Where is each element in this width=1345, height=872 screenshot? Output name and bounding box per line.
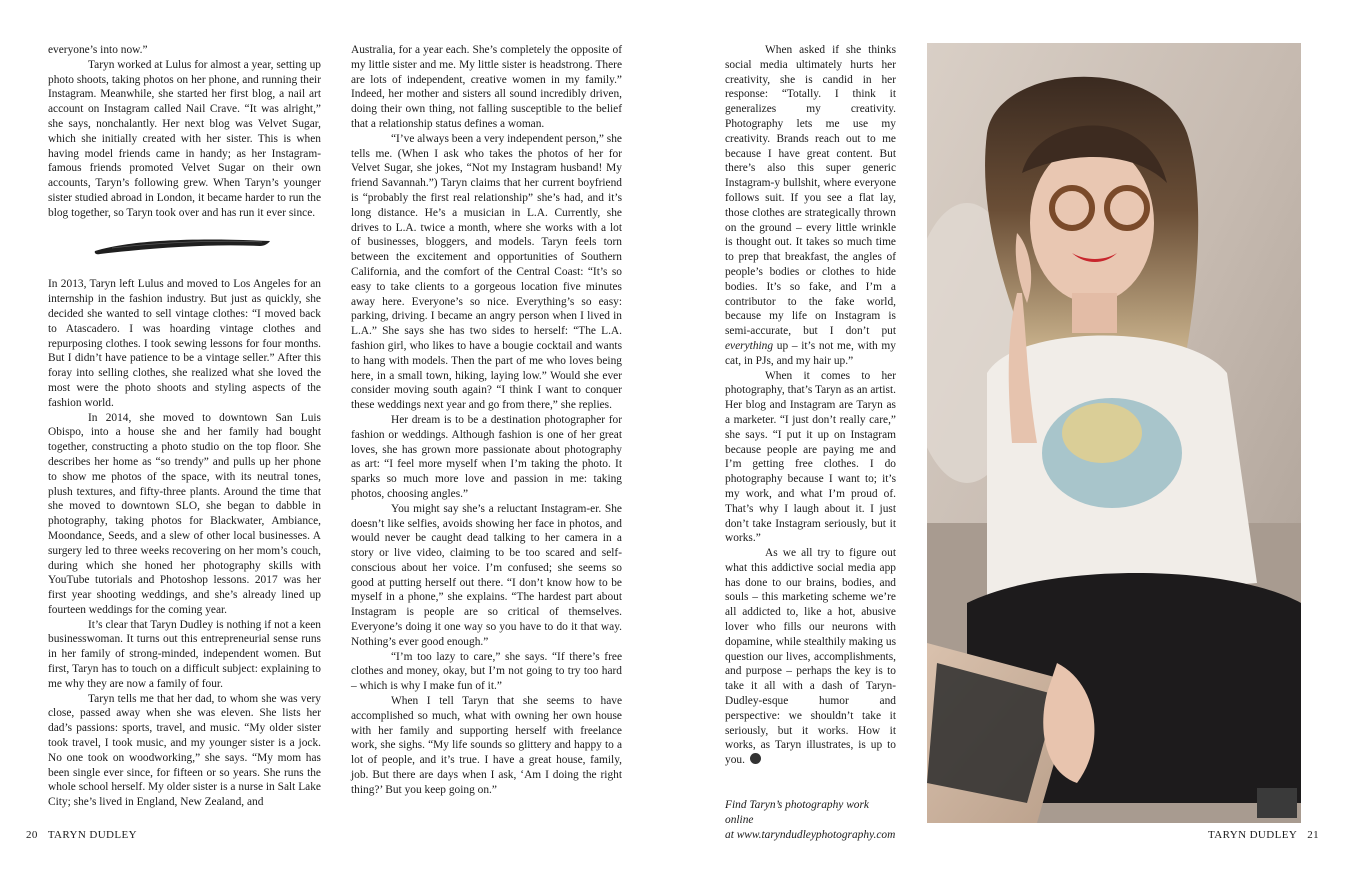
paragraph-text: As we all try to figure out what this addictive social media app has done to our brains, bodies, and souls – this marketing scheme we’re all addicted to, like a hot, abusive lover who fills our neurons with dopamine, while stealthily making us question our lives, accomplishments, and purpose – perhaps the key is to take it all with a dash of Taryn-Dudley-esque humor and perspective: we shouldn’t take it seriously, but it works. How it works, as Taryn illustrates, is up to you. xyxy=(725,547,896,767)
paragraph: Taryn worked at Lulus for almost a year, setting up photo shoots, taking photos on her phone, and running their Instagram. Meanwhile, she started her first blog, a nail art account on Instagram called Nail Crave. “It was alright,” she says, nonchalantly. Her next blog was Velvet Sugar, which she initially created with her sister. This is when having model friends came in handy; as her Instagram-famous friends promoted Velvet Sugar on their own accounts, Taryn’s following grew. When Taryn’s younger sister studied abroad in London, it became harder to run the blog together, so Taryn took over and has run it ever since. xyxy=(48,58,321,219)
paragraph: Her dream is to be a destination photographer for fashion or weddings. Although fashion is one of her great loves, she has grown more passionate about photography as art: “I feel more myself when I’m taking the photo. It sparks so much more love and passion in me: taking photos, choosing angles.” xyxy=(351,413,622,500)
photographer-credit xyxy=(725,798,896,842)
end-mark-icon xyxy=(750,753,761,764)
article-column-2 xyxy=(351,43,622,798)
paragraph: In 2013, Taryn left Lulus and moved to Los Angeles for an internship in the fashion industry. But just as quickly, she decided she wanted to sell vintage clothes: “I moved back to Atascadero. I was hoarding vintage clothes and repurposing clothes. I took sewing lessons for four months. But I didn’t have patience to be a vintage seller.” After this foray into selling clothes, she realized what she loved the most were the photo shoots and styling aspects of the fashion world. xyxy=(48,278,321,409)
credit-website: at www.taryndudleyphotography.com xyxy=(725,828,896,841)
page-number: 21 xyxy=(1307,829,1319,841)
portrait-illustration xyxy=(927,43,1301,823)
paragraph: When it comes to her photography, that’s Taryn as an artist. Her blog and Instagram are Taryn as a marketer. “I just don’t really care,” she says. “I put it up on Instagram because people are paying me and I’m getting free clothes. I do photography because I want to; it’s my work, and what I’m proud of. That’s why I laugh about it. I just don’t take Instagram seriously, but it works.” xyxy=(725,369,896,545)
running-title: TARYN DUDLEY xyxy=(47,829,137,841)
paragraph xyxy=(725,546,896,768)
article-column-3 xyxy=(725,43,896,842)
paragraph: “I’m too lazy to care,” she says. “If there’s free clothes and money, okay, but I’m not going to try too hard – which is why I make fun of it.” xyxy=(351,650,622,693)
article-column-1 xyxy=(48,43,321,810)
paragraph: It’s clear that Taryn Dudley is nothing if not a keen businesswoman. It turns out this entrepreneurial sense runs in her family of strong-minded, independent women. But first, Taryn has to touch on a difficult subject: explaining to me why they are now a family of four. xyxy=(48,618,321,690)
page-number: 20 xyxy=(26,829,38,841)
paragraph: When I tell Taryn that she seems to have accomplished so much, what with owning her own house with her family and supporting herself with freelance work, she sighs. “My life sounds so glittery and happy to a lot of people, and it’s true. I have a great house, family, job. But there are days when I ask, ‘Am I doing the right thing?’ But you keep going on.” xyxy=(351,695,622,796)
paragraph: Taryn tells me that her dad, to whom she was very close, passed away when she was eleven. She lists her dad’s passions: sports, travel, and music. “My older sister took travel, I took music, and my younger sister is a jock. No one took on woodworking,” she says. “My mom has been single ever since, for fifteen or so years. She runs the whole school herself. My older sister is a nurse in Salt Lake City; she’s lived in England, New Zealand, and xyxy=(48,692,321,809)
brush-stroke-divider xyxy=(92,235,274,257)
folio-left xyxy=(26,829,137,841)
folio-right xyxy=(1208,829,1319,841)
credit-line: Find Taryn’s photography work online xyxy=(725,799,869,826)
paragraph-text: up – it’s not me, with my cat, in PJs, and my hair up.” xyxy=(725,339,896,367)
paragraph: Australia, for a year each. She’s completely the opposite of my little sister and me. My little sister is headstrong. There are lots of independent, creative women in my family.” Indeed, her mother and sisters all sound incredibly driven, doing their own thing, not falling susceptible to the belief that a relationship status defines a woman. xyxy=(351,44,622,130)
paragraph xyxy=(725,43,896,369)
paragraph: everyone’s into now.” xyxy=(48,44,148,56)
portrait-photo xyxy=(927,43,1301,823)
emphasis-text: everything xyxy=(725,339,774,352)
running-title: TARYN DUDLEY xyxy=(1208,829,1298,841)
paragraph: You might say she’s a reluctant Instagram-er. She doesn’t like selfies, avoids showing her face in photos, and would never be caught dead talking to her camera in a story or live video, claiming to be too scared and self-conscious about her voice. I’m confused; she seems so good at putting herself out there. “I don’t know how to be myself in a phone,” she explains. “The hardest part about Instagram is people are so critical of themselves. Everyone’s doing it one way so you have to do it that way. Nothing’s ever good enough.” xyxy=(351,502,622,648)
paragraph-text: When asked if she thinks social media ultimately hurts her creativity, she is candid in her response: “Totally. I think it generalizes my creativity. Photography lets me use my creativity. Brands reach out to me because I have great content. But there’s also this super generic Instagram-y bullshit, where everyone follows suit. If you see a flat lay, those clothes are strategically thrown on the ground – every little wrinkle is thought out. It takes so much time to prep that breakfast, the angles of people’s bodies or clothes to hide bodies. It’s so fake, and I’m a contributor to the fake world, because my life on Instagram is semi-accurate, but I don’t put xyxy=(725,44,896,338)
paragraph: “I’ve always been a very independent person,” she tells me. (When I ask who takes the photos of her for Velvet Sugar, she jokes, “Not my Instagram husband! My friend Savannah.”) Taryn claims that her current boyfriend is “probably the first real relationship” she’s had, and it’s long distance. He’s a musician in L.A. Currently, she drives to L.A. twice a month, where she works with a lot of businesses, bloggers, and models. Taryn feels torn between the excitement and opportunities of Southern California, and the comfort of the Central Coast: “It’s so easy to take clients to a gorgeous location five minutes away here. Everyone’s so nice. Everything’s so easy: parking, driving. I became an angry person when I lived in L.A.” She says she has two sides to herself: “The L.A. fashion girl, who likes to have a bougie cocktail and wants to hang with models. Then the part of me who loves being here, in a small town, hiking, laying low.” Would she ever consider moving south again? “I think I want to conquer these weddings next year and go from there,” she replies. xyxy=(351,132,622,412)
paragraph: In 2014, she moved to downtown San Luis Obispo, into a house she and her family had bought together, constructing a photo studio on the top floor. She describes her home as “so trendy” and pulls up her phone to show me photos of the space, with its neutral tones, plush textures, and fifty-three plants. Around the time that she moved to downtown SLO, she began to dabble in photography, taking photos for Blackwater, Ambiance, Moondance, Seeds, and a slew of other local businesses. A surgery led to three weeks recovering on her mom’s couch, during which she honed her photography skills with YouTube tutorials and Photoshop lessons. 2017 was her first year shooting weddings, and she’s already lined up fourteen weddings for the coming year. xyxy=(48,411,321,616)
